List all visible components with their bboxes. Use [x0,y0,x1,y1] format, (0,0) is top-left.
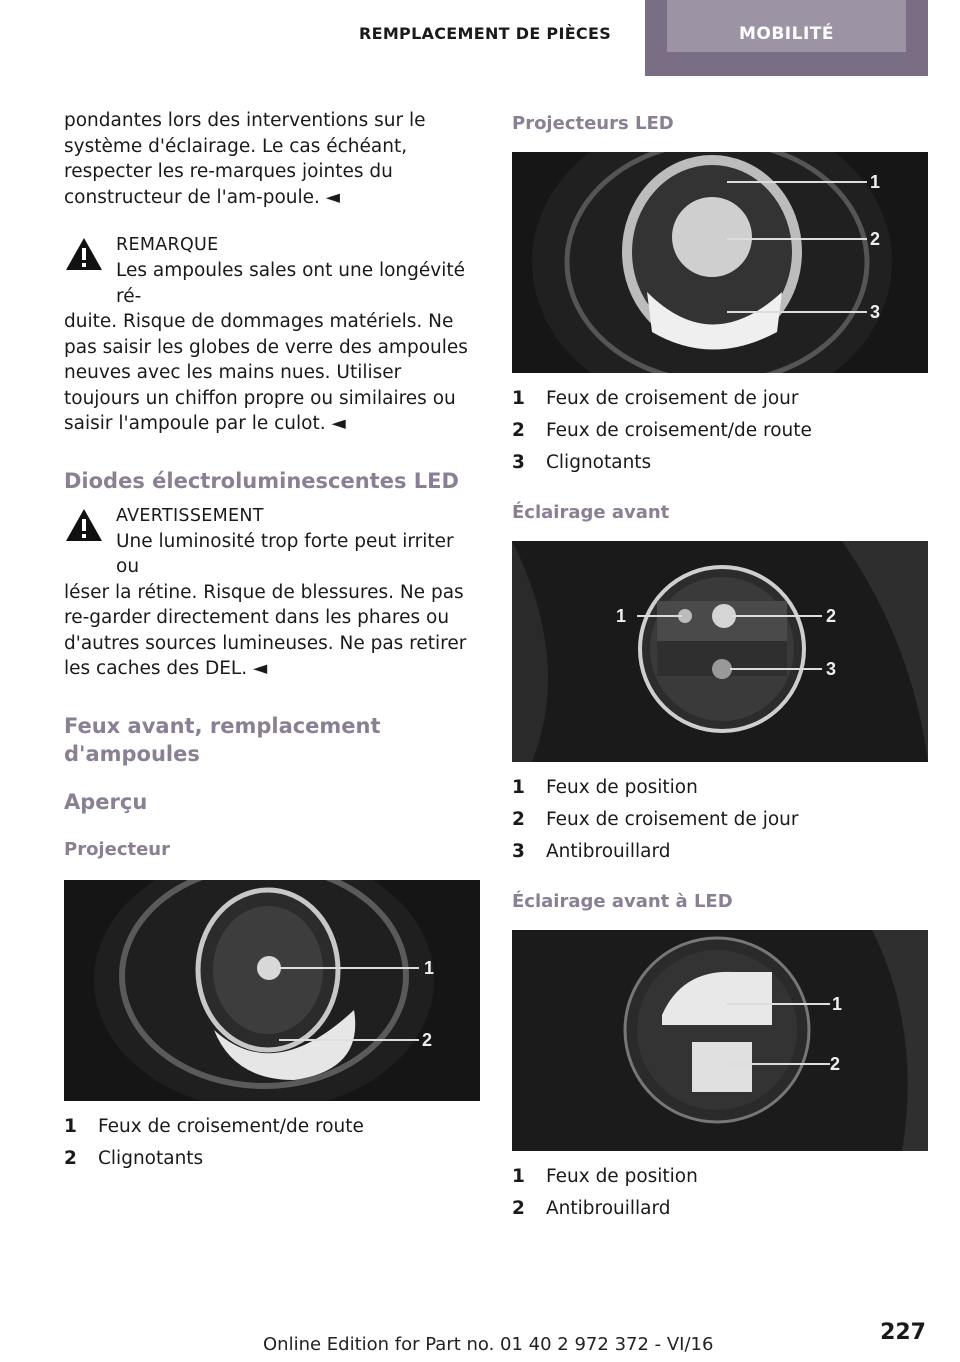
chapter-tab-label: MOBILITÉ [667,0,906,52]
page-number: 227 [880,1320,926,1345]
note-first-line: Les ampoules sales ont une longévité ré- [116,260,466,307]
header-section-title: REMPLACEMENT DE PIÈCES [358,24,612,43]
list-item: 2 Feux de croisement de jour [512,809,799,830]
projector-heading: Projecteur [64,838,170,860]
callout-label: 3 [870,302,881,322]
front-lights-heading: Feux avant, remplacement d'ampoules [64,713,381,766]
callout-label: 2 [826,606,837,626]
callout-label: 2 [870,229,881,249]
list-item: 1 Feux de croisement de jour [512,388,799,409]
callout-label: 1 [870,172,881,192]
front-lighting-heading: Éclairage avant [512,502,670,523]
projector-legend [64,1111,480,1175]
list-item: 1 Feux de position [512,777,698,798]
projector-photo [64,880,480,1101]
chapter-tab [645,0,928,76]
led-projectors-heading: Projecteurs LED [512,113,674,134]
list-item: 2 Feux de croisement/de route [512,420,812,441]
list-item: 2 Clignotants [64,1147,204,1169]
callout-label: 1 [616,606,627,626]
warning-block [64,503,480,682]
intro-paragraph: pondantes lors des interventions sur le système d'éclairage. Le cas échéant, respecter les re-marques jointes du constructeur de l'am-poule. ◄ [64,110,426,208]
warning-first-line: Une luminosité trop forte peut irriter ou [116,530,454,577]
callout-label: 2 [422,1029,433,1050]
list-item: 1 Feux de position [512,1166,698,1187]
front-led-lighting-photo [512,930,928,1151]
led-projector-photo [512,152,928,373]
note-text: duite. Risque de dommages matériels. Ne pas saisir les globes de verre des ampoules neuves avec les mains nues. Utiliser toujours un chiffon propre ou similaires ou saisir l'ampoule par le culot. ◄ [64,311,468,434]
led-heading: Diodes électroluminescentes LED [64,468,459,493]
right-column [512,108,928,1225]
note-label: REMARQUE [116,235,219,255]
warning-triangle-icon [64,507,104,543]
list-item: 3 Clignotants [512,452,652,473]
overview-heading: Aperçu [64,789,148,814]
edition-note: Online Edition for Part no. 01 40 2 972 372 - VI/16 [263,1334,714,1355]
callout-label: 1 [832,994,843,1014]
warning-triangle-icon [64,236,104,272]
warning-text: léser la rétine. Risque de blessures. Ne pas re-garder directement dans les phares ou d'autres sources lumineuses. Ne pas retirer les caches des DEL. ◄ [64,581,467,679]
note-block [64,232,480,437]
callout-label: 1 [424,957,435,978]
callout-label: 2 [830,1054,841,1074]
front-lighting-photo [512,541,928,762]
front-lighting-legend [512,772,928,868]
list-item: 1 Feux de croisement/de route [64,1115,364,1137]
list-item: 3 Antibrouillard [512,841,671,862]
led-projector-legend [512,383,928,479]
left-column [64,108,480,1175]
front-led-lighting-heading: Éclairage avant à LED [512,891,733,912]
callout-label: 3 [826,659,837,679]
front-led-lighting-legend [512,1161,928,1225]
warning-label: AVERTISSEMENT [116,505,264,526]
list-item: 2 Antibrouillard [512,1198,671,1219]
